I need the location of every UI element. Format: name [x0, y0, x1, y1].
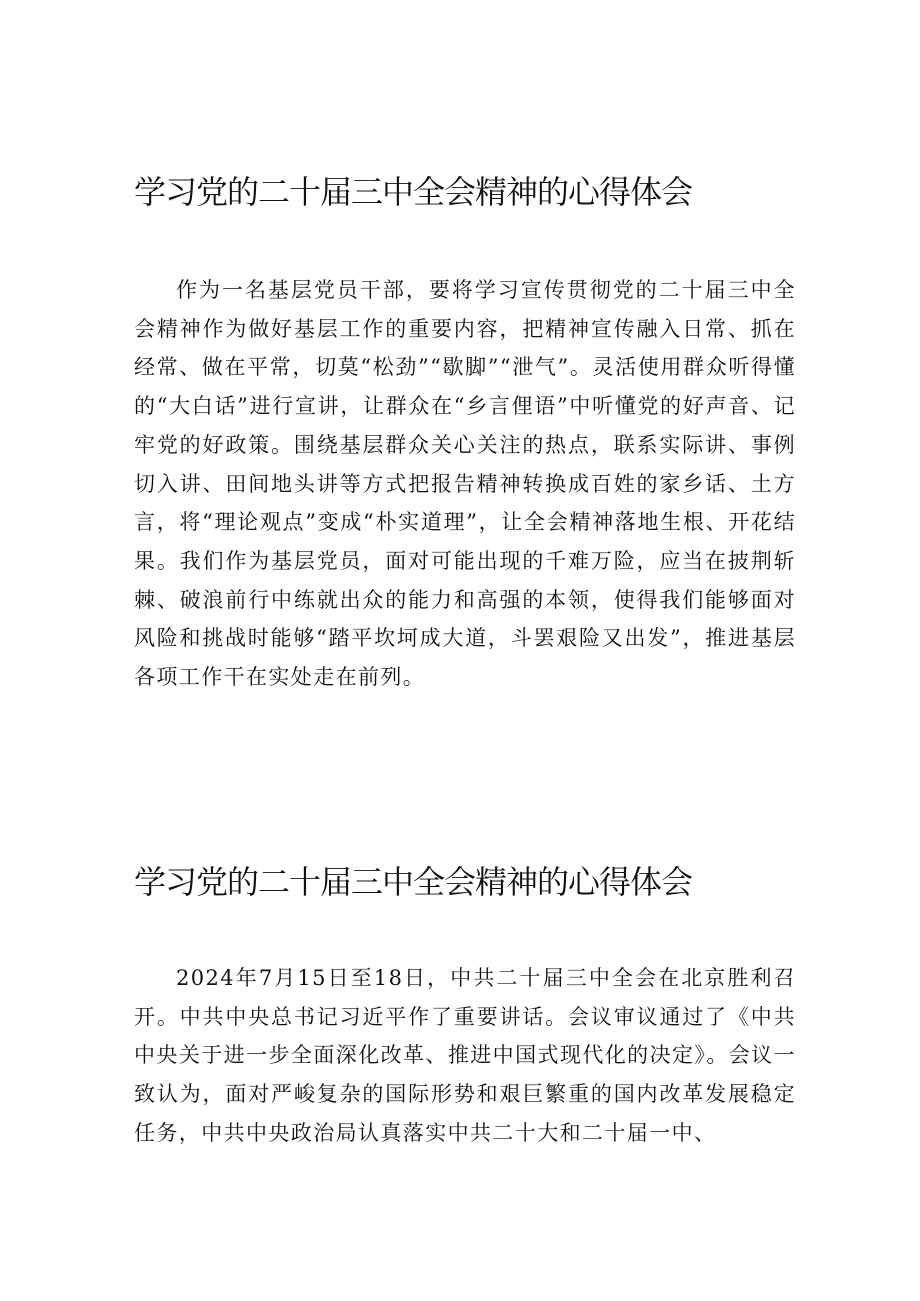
article-paragraph: 作为一名基层党员干部，要将学习宣传贯彻党的二十届三中全会精神作为做好基层工作的重要内容，把精神宣传融入日常、抓在经常、做在平常，切莫“松劲”“歇脚”“泄气”。灵活使用群众听得懂的“大白话”进行宣讲，让群众在“乡言俚语”中听懂党的好声音、记牢党的好政策。围绕基层群众关心关注的热点，联系实际讲、事例切入讲、田间地头讲等方式把报告精神转换成百姓的家乡话、土方言，将“理论观点”变成“朴实道理”，让全会精神落地生根、开花结果。我们作为基层党员，面对可能出现的千难万险，应当在披荆斩棘、破浪前行中练就出众的能力和高强的本领，使得我们能够面对风险和挑战时能够“踏平坎坷成大道，斗罢艰险又出发”，推进基层各项工作干在实处走在前列。: [134, 278, 796, 690]
article-paragraph: 2024年7月15日至18日，中共二十届三中全会在北京胜利召开。中共中央总书记习近平作了重要讲话。会议审议通过了《中共中央关于进一步全面深化改革、推进中国式现代化的决定》。会议一致认为，面对严峻复杂的国际形势和艰巨繁重的国内改革发展稳定任务，中共中央政治局认真落实中共二十大和二十届一中、: [134, 966, 796, 1145]
article-title: 学习党的二十届三中全会精神的心得体会: [134, 863, 693, 901]
article-title: 学习党的二十届三中全会精神的心得体会: [134, 173, 693, 211]
article-section-1: [134, 170, 796, 697]
article-section-2: [134, 860, 796, 1153]
